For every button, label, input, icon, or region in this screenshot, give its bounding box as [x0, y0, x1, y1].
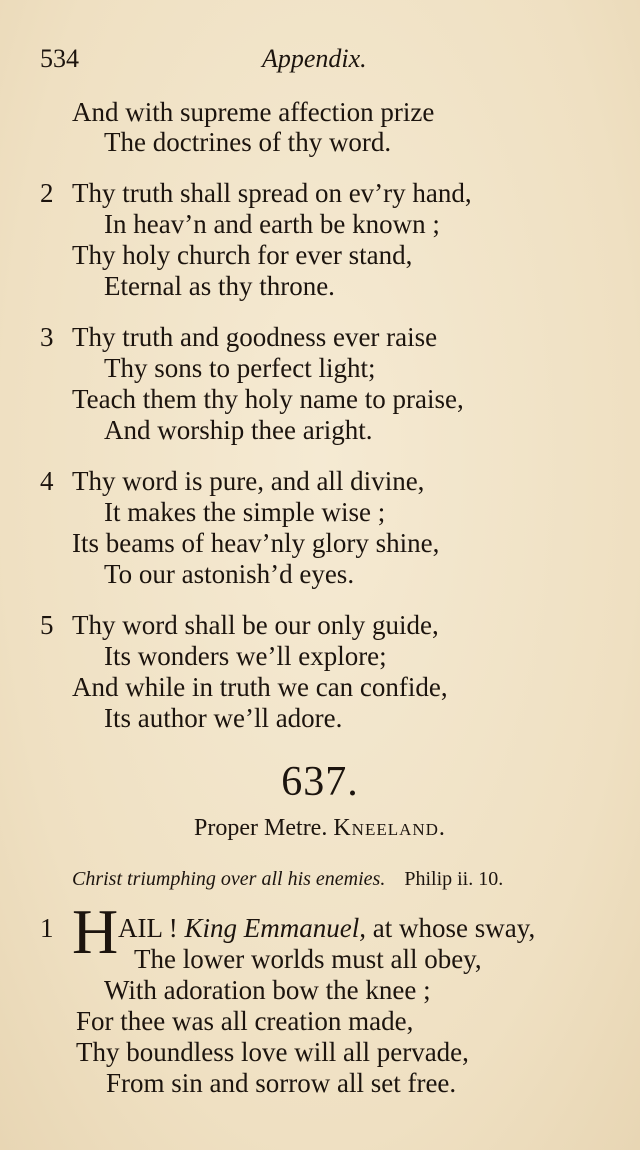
verse-line: Thy truth shall spread on ev’ry hand,: [72, 178, 472, 208]
verse-number: 2: [40, 178, 54, 208]
drop-cap: H: [72, 896, 119, 967]
verse-line: Thy word shall be our only guide,: [72, 610, 439, 640]
verse-number: 4: [40, 466, 54, 496]
verse-number: 5: [40, 610, 54, 640]
verse-line: Its author we’ll adore.: [104, 703, 343, 733]
verse-line: And with supreme affection prize: [72, 97, 435, 127]
verse-line: Teach them thy holy name to praise,: [72, 384, 464, 414]
verse-first-line: [118, 912, 535, 944]
verse-line: Thy truth and goodness ever raise: [72, 322, 438, 352]
verse-line: In heav’n and earth be known ;: [104, 209, 440, 239]
verse-line: And worship thee aright.: [104, 415, 373, 445]
hymn-number: 637.: [281, 759, 359, 805]
verse-line: To our astonish’d eyes.: [104, 559, 355, 589]
verse-line: Thy word is pure, and all divine,: [72, 466, 425, 496]
hymn-metre: Proper Metre.: [194, 815, 328, 841]
verse-line: Eternal as thy throne.: [104, 271, 335, 301]
verse-line: From sin and sorrow all set free.: [106, 1068, 457, 1098]
verse-line: The lower worlds must all obey,: [134, 944, 482, 974]
verse-line: Its wonders we’ll explore;: [104, 641, 387, 671]
verse-first-end: at whose sway,: [372, 913, 536, 943]
page-header: [40, 40, 600, 80]
verse-line: For thee was all creation made,: [76, 1006, 414, 1036]
hymn-subject-line: [72, 868, 503, 891]
hymn-tune: Kneeland.: [333, 815, 446, 841]
verse-line: With adoration bow the knee ;: [104, 975, 431, 1005]
verse-first-word: AIL !: [118, 913, 178, 943]
verse-line: Thy sons to perfect light;: [104, 353, 376, 383]
verse-number: 3: [40, 322, 54, 352]
running-head: Appendix.: [262, 44, 367, 73]
verse-line: It makes the simple wise ;: [104, 497, 386, 527]
verse-line: The doctrines of thy word.: [104, 127, 392, 157]
verse-line: Thy holy church for ever stand,: [72, 240, 413, 270]
scripture-reference: Philip ii. 10.: [404, 868, 504, 890]
hymn-metre-tune: [0, 815, 640, 842]
verse-line: Thy boundless love will all pervade,: [76, 1037, 469, 1067]
verse-line: And while in truth we can confide,: [72, 672, 448, 702]
verse-line: Its beams of heav’nly glory shine,: [72, 528, 440, 558]
page-number: 534: [40, 44, 79, 73]
hymn-subject: Christ triumphing over all his enemies.: [72, 868, 386, 890]
verse-number: 1: [40, 913, 54, 943]
verse-first-italic: King Emmanuel,: [184, 913, 366, 943]
